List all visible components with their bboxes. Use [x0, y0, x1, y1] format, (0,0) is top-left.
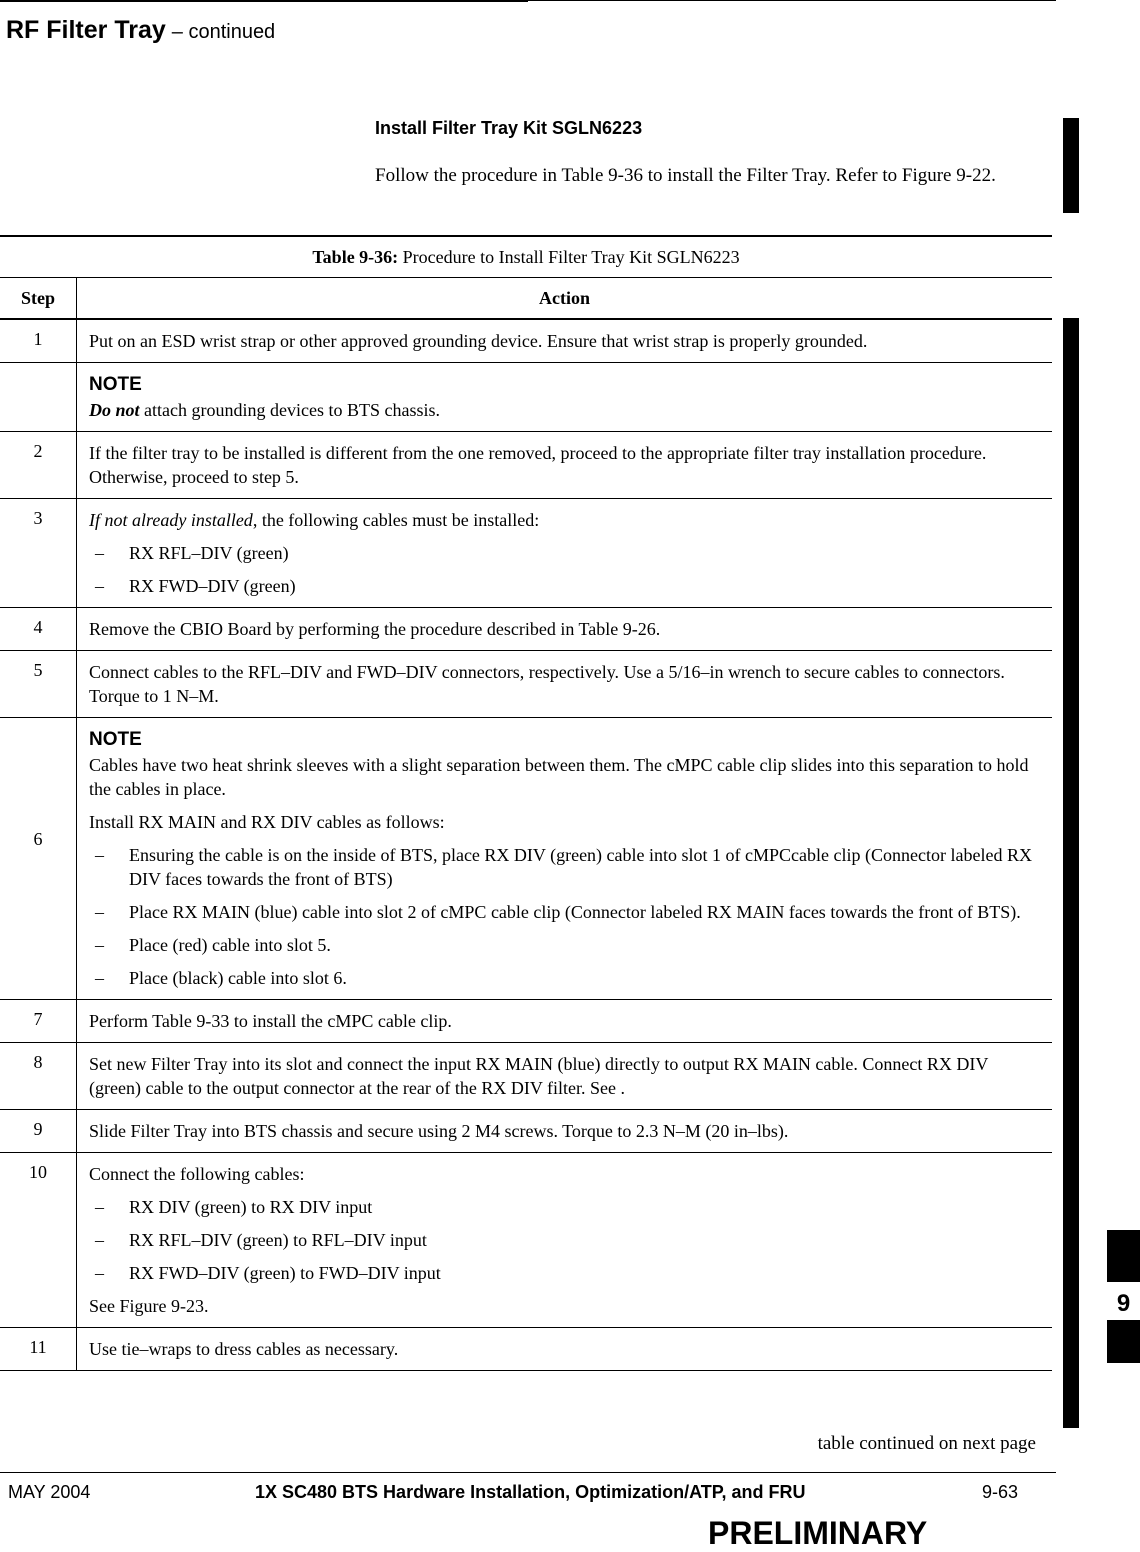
caption-label: Table 9-36:	[312, 247, 399, 267]
header-rule-thin	[528, 0, 1056, 1]
step-number: 1	[0, 319, 77, 363]
step-number: 9	[0, 1110, 77, 1153]
note-text: Cables have two heat shrink sleeves with a slight separation between them. The cMPC cable clip slides into this separation to hold the cables in place.	[89, 755, 1029, 799]
table-row	[0, 718, 1052, 1000]
step-emphasis: If not already installed	[89, 510, 253, 530]
procedure-table	[0, 235, 1052, 1371]
bullet-item: – RX DIV (green) to RX DIV input	[89, 1195, 1040, 1219]
table-row	[0, 499, 1052, 608]
step-number: 8	[0, 1043, 77, 1110]
step-number: 7	[0, 1000, 77, 1043]
tab-number: 9	[1116, 1290, 1131, 1317]
tab-block-lower	[1107, 1320, 1140, 1363]
step-action: Use tie–wraps to dress cables as necessary.	[77, 1328, 1053, 1371]
step-action: Slide Filter Tray into BTS chassis and secure using 2 M4 screws. Torque to 2.3 N–M (20 in–lbs).	[77, 1110, 1053, 1153]
step-action: Put on an ESD wrist strap or other approved grounding device. Ensure that wrist strap is properly grounded.	[77, 319, 1053, 363]
table-row	[0, 432, 1052, 499]
step-number: 2	[0, 432, 77, 499]
bullet-item: – RX FWD–DIV (green) to FWD–DIV input	[89, 1261, 1040, 1285]
table-row	[0, 1110, 1052, 1153]
footer-page-number: 9-63	[982, 1482, 1019, 1502]
header-title: RF Filter Tray	[6, 16, 166, 44]
step-action	[77, 1153, 1053, 1328]
footer-title: 1X SC480 BTS Hardware Installation, Optimization/ATP, and FRU	[255, 1482, 806, 1502]
bullet-item: – RX FWD–DIV (green)	[89, 574, 1040, 598]
step-action: If the filter tray to be installed is different from the one removed, proceed to the appropriate filter tray installation procedure. Otherwise, proceed to step 5.	[77, 432, 1053, 499]
column-header-action: Action	[77, 278, 1053, 320]
page-header	[6, 16, 275, 45]
step-number: 3	[0, 499, 77, 608]
bullet-item: – RX RFL–DIV (green)	[89, 541, 1040, 565]
step-action: Perform Table 9-33 to install the cMPC cable clip.	[77, 1000, 1053, 1043]
note-emphasis: Do not	[89, 400, 140, 420]
footer-rule	[0, 1472, 1056, 1473]
step-action: Remove the CBIO Board by performing the procedure described in Table 9-26.	[77, 608, 1053, 651]
step-number: 11	[0, 1328, 77, 1371]
bullet-item: – Place RX MAIN (blue) cable into slot 2 of cMPC cable clip (Connector labeled RX MAIN faces towards the front of BTS).	[89, 900, 1040, 924]
column-header-step: Step	[0, 278, 77, 320]
table-row	[0, 651, 1052, 718]
table-continued-note: table continued on next page	[817, 1433, 1036, 1454]
step-number: 5	[0, 651, 77, 718]
tab-block-upper	[1107, 1230, 1140, 1282]
section-title: Install Filter Tray Kit SGLN6223	[375, 118, 643, 138]
note-block	[77, 363, 1053, 432]
step-action	[77, 718, 1053, 1000]
header-subtitle: – continued	[171, 21, 276, 43]
table-row	[0, 1328, 1052, 1371]
step-number: 10	[0, 1153, 77, 1328]
bullet-item: – Place (red) cable into slot 5.	[89, 933, 1040, 957]
note-label: NOTE	[89, 374, 142, 395]
step-action	[77, 499, 1053, 608]
table-caption	[0, 236, 1052, 278]
step-text: Connect the following cables:	[89, 1164, 305, 1184]
footer-date: MAY 2004	[8, 1482, 91, 1502]
step-see-also: See Figure 9-23.	[89, 1296, 209, 1316]
table-row	[0, 608, 1052, 651]
step-number: 4	[0, 608, 77, 651]
step-number: 6	[0, 718, 77, 1000]
table-row	[0, 1153, 1052, 1328]
section-intro: Follow the procedure in Table 9-36 to install the Filter Tray. Refer to Figure 9-22.	[375, 165, 996, 186]
preliminary-mark: PRELIMINARY	[708, 1515, 928, 1551]
table-row	[0, 1000, 1052, 1043]
bullet-item: – Ensuring the cable is on the inside of BTS, place RX DIV (green) cable into slot 1 of cMPCcable clip (Connector labeled RX DIV faces towards the front of BTS)	[89, 843, 1040, 891]
caption-text: Procedure to Install Filter Tray Kit SGLN6223	[398, 247, 740, 267]
header-rule	[0, 0, 528, 2]
table-row	[0, 319, 1052, 363]
bullet-item: – Place (black) cable into slot 6.	[89, 966, 1040, 990]
note-text: attach grounding devices to BTS chassis.	[139, 400, 440, 420]
step-action: Connect cables to the RFL–DIV and FWD–DIV connectors, respectively. Use a 5/16–in wrench to secure cables to connectors. Torque to 1 N–M.	[77, 651, 1053, 718]
change-bar-top	[1063, 118, 1079, 213]
table-row	[0, 1043, 1052, 1110]
bullet-item: – RX RFL–DIV (green) to RFL–DIV input	[89, 1228, 1040, 1252]
step-action: Set new Filter Tray into its slot and connect the input RX MAIN (blue) directly to output RX MAIN cable. Connect RX DIV (green) cable to the output connector at the rear of the RX DIV filter. See .	[77, 1043, 1053, 1110]
change-bar-table	[1063, 318, 1079, 1428]
step-text: , the following cables must be installed:	[252, 510, 540, 530]
note-label: NOTE	[89, 729, 142, 750]
step-text: Install RX MAIN and RX DIV cables as follows:	[89, 812, 445, 832]
table-row	[0, 363, 1052, 432]
